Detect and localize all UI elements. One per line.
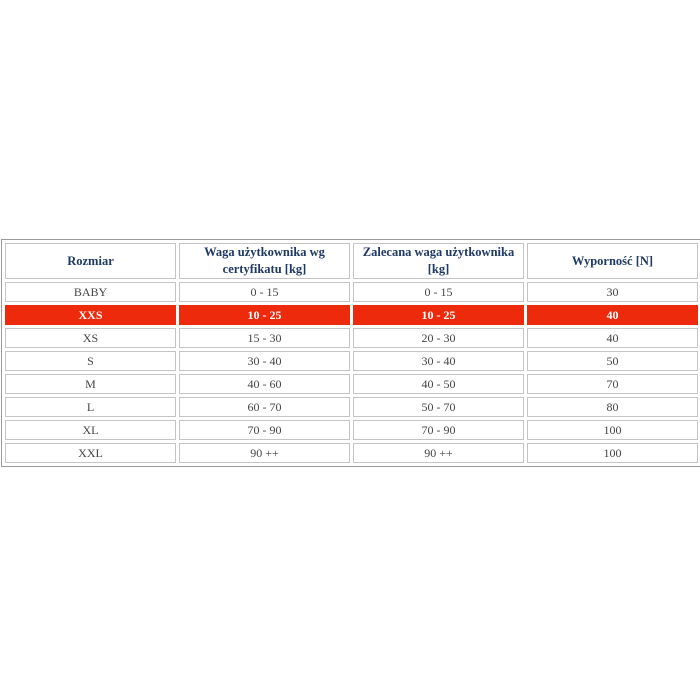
cell-size: XS <box>5 328 176 348</box>
header-recommended-weight: Zalecana waga użytkownika [kg] <box>353 243 524 279</box>
table-row <box>5 374 698 394</box>
table-row <box>5 282 698 302</box>
cell-certified-weight: 60 - 70 <box>179 397 350 417</box>
cell-size: BABY <box>5 282 176 302</box>
table-row-highlighted <box>5 305 698 325</box>
cell-size: S <box>5 351 176 371</box>
cell-recommended-weight: 0 - 15 <box>353 282 524 302</box>
header-row <box>5 243 698 279</box>
table-row <box>5 443 698 463</box>
cell-recommended-weight: 90 ++ <box>353 443 524 463</box>
cell-certified-weight: 90 ++ <box>179 443 350 463</box>
cell-size: M <box>5 374 176 394</box>
table-row <box>5 351 698 371</box>
table-row <box>5 420 698 440</box>
cell-certified-weight: 0 - 15 <box>179 282 350 302</box>
cell-buoyancy: 40 <box>527 328 698 348</box>
cell-buoyancy: 30 <box>527 282 698 302</box>
size-chart-body <box>5 282 698 463</box>
table-row <box>5 397 698 417</box>
cell-buoyancy: 50 <box>527 351 698 371</box>
cell-size: XXL <box>5 443 176 463</box>
cell-recommended-weight: 10 - 25 <box>353 305 524 325</box>
cell-size: XL <box>5 420 176 440</box>
cell-certified-weight: 15 - 30 <box>179 328 350 348</box>
cell-certified-weight: 70 - 90 <box>179 420 350 440</box>
header-buoyancy: Wyporność [N] <box>527 243 698 279</box>
cell-recommended-weight: 40 - 50 <box>353 374 524 394</box>
cell-buoyancy: 100 <box>527 420 698 440</box>
cell-recommended-weight: 20 - 30 <box>353 328 524 348</box>
size-chart-header <box>5 243 698 279</box>
header-rozmiar: Rozmiar <box>5 243 176 279</box>
cell-certified-weight: 40 - 60 <box>179 374 350 394</box>
table-row <box>5 328 698 348</box>
cell-recommended-weight: 70 - 90 <box>353 420 524 440</box>
size-chart-table <box>1 239 700 467</box>
cell-recommended-weight: 50 - 70 <box>353 397 524 417</box>
cell-certified-weight: 10 - 25 <box>179 305 350 325</box>
cell-recommended-weight: 30 - 40 <box>353 351 524 371</box>
cell-buoyancy: 40 <box>527 305 698 325</box>
cell-certified-weight: 30 - 40 <box>179 351 350 371</box>
header-certified-weight: Waga użytkownika wg certyfikatu [kg] <box>179 243 350 279</box>
cell-buoyancy: 70 <box>527 374 698 394</box>
cell-buoyancy: 80 <box>527 397 698 417</box>
cell-size: L <box>5 397 176 417</box>
cell-buoyancy: 100 <box>527 443 698 463</box>
cell-size: XXS <box>5 305 176 325</box>
